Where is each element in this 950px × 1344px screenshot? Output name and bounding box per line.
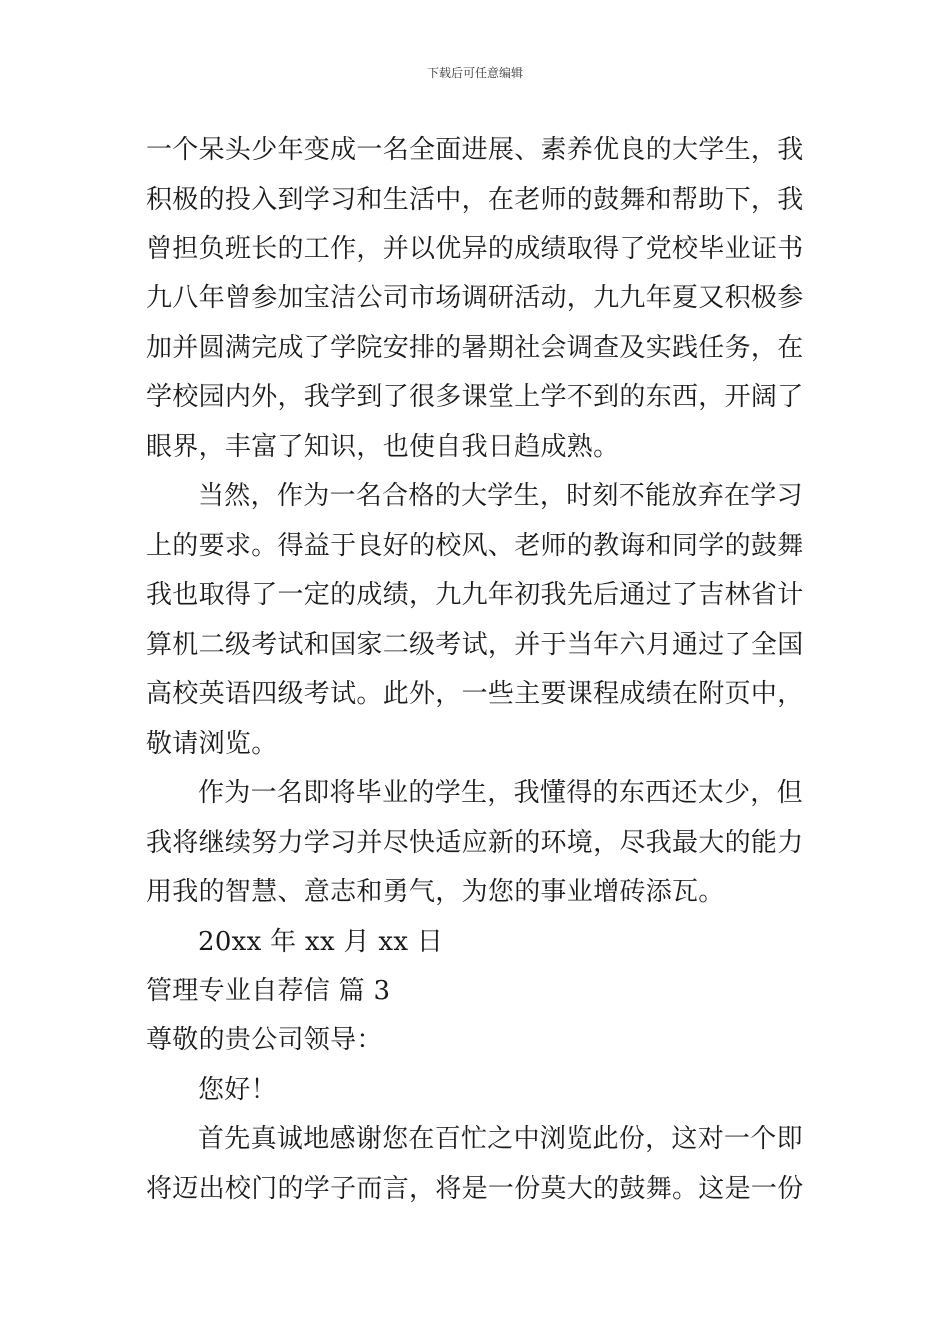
body-line: 积极的投入到学习和生活中，在老师的鼓舞和帮助下，我 [146,185,804,215]
body-line: 曾担负班长的工作，并以优异的成绩取得了党校毕业证书 [146,234,804,264]
body-line: 眼界，丰富了知识，也使自我日趋成熟。 [146,432,620,462]
body-line: 用我的智慧、意志和勇气，为您的事业增砖添瓦。 [146,877,725,907]
body-line: 算机二级考试和国家二级考试，并于当年六月通过了全国 [146,630,804,660]
paragraph-first-line: 作为一名即将毕业的学生，我懂得的东西还太少，但 [198,778,803,808]
body-line: 上的要求。得益于良好的校风、老师的教诲和同学的鼓舞 [146,531,804,561]
salutation: 尊敬的贵公司领导： [146,1025,383,1055]
body-line: 我将继续努力学习并尽快适应新的环境，尽我最大的能力 [146,828,804,858]
body-line: 加并圆满完成了学院安排的暑期社会调查及实践任务，在 [146,333,804,363]
body-line: 高校英语四级考试。此外，一些主要课程成绩在附页中， [146,679,804,709]
body-line: 学校园内外，我学到了很多课堂上学不到的东西，开阔了 [146,382,804,412]
body-line: 将迈出校门的学子而言，将是一份莫大的鼓舞。这是一份 [146,1174,804,1204]
section-title: 管理专业自荐信 篇 3 [146,976,391,1006]
paragraph-first-line: 首先真诚地感谢您在百忙之中浏览此份，这对一个即 [198,1124,803,1154]
paragraph-first-line: 当然，作为一名合格的大学生，时刻不能放弃在学习 [198,481,803,511]
body-line: 一个呆头少年变成一名全面进展、素养优良的大学生，我 [146,135,804,165]
body-line: 我也取得了一定的成绩，九九年初我先后通过了吉林省计 [146,580,804,610]
body-line: 敬请浏览。 [146,729,278,759]
body-line: 九八年曾参加宝洁公司市场调研活动，九九年夏又积极参 [146,283,804,313]
letter-date: 20xx 年 xx 月 xx 日 [198,927,444,957]
greeting: 您好！ [198,1075,277,1105]
page-header: 下载后可任意编辑 [426,66,523,80]
